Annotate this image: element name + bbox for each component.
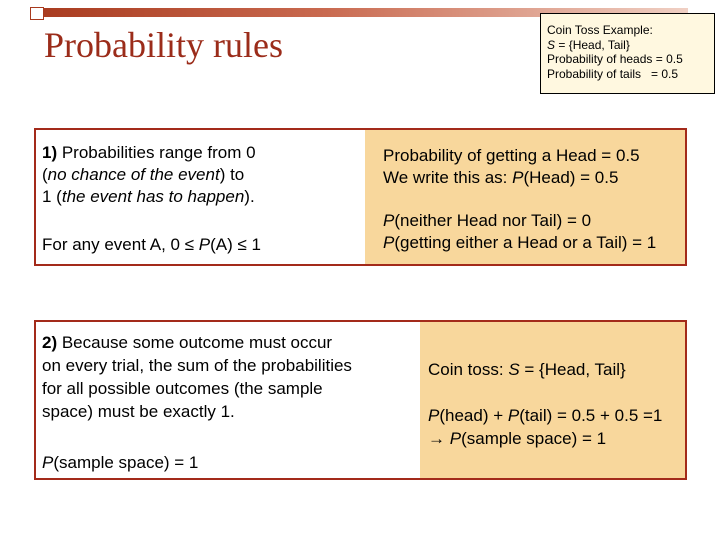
rule1-example-line4: P(getting either a Head or a Tail) = 1 xyxy=(383,233,657,252)
rule2-example-line3: → P(sample space) = 1 xyxy=(428,429,607,448)
coin-example-tails: Probability of tails = 0.5 xyxy=(547,66,679,81)
slide-title: Probability rules xyxy=(44,25,283,65)
rule1-example-line3: P(neither Head nor Tail) = 0 xyxy=(383,211,592,230)
rule2-line1: 2) Because some outcome must occur xyxy=(42,333,333,352)
rule1-inequality: For any event A, 0 ≤ P(A) ≤ 1 xyxy=(42,235,261,254)
title-accent-square xyxy=(30,7,44,20)
rule1-line3: 1 (the event has to happen). xyxy=(42,187,255,206)
rule1-line2: (no chance of the event) to xyxy=(42,165,245,184)
rule2-example-line1: Coin toss: S = {Head, Tail} xyxy=(428,360,626,379)
rule2-line3: for all possible outcomes (the sample xyxy=(42,379,323,398)
rule1-example-line1: Probability of getting a Head = 0.5 xyxy=(383,146,640,165)
rule1-example-line2: We write this as: P(Head) = 0.5 xyxy=(383,168,619,187)
coin-example-sample-space: S = {Head, Tail} xyxy=(547,37,630,52)
coin-example-heads: Probability of heads = 0.5 xyxy=(547,52,683,66)
rule2-line2: on every trial, the sum of the probabilities xyxy=(42,356,352,375)
coin-toss-example-box xyxy=(540,13,715,94)
rule2-line4: space) must be exactly 1. xyxy=(42,402,235,421)
arrow-right-icon: → xyxy=(428,429,450,448)
rule2-example-line2: P(head) + P(tail) = 0.5 + 0.5 =1 xyxy=(428,406,663,425)
rule2-line5: P(sample space) = 1 xyxy=(42,453,199,472)
rule1-line1: 1) Probabilities range from 0 xyxy=(42,143,256,162)
coin-example-heading: Coin Toss Example: xyxy=(547,23,653,37)
